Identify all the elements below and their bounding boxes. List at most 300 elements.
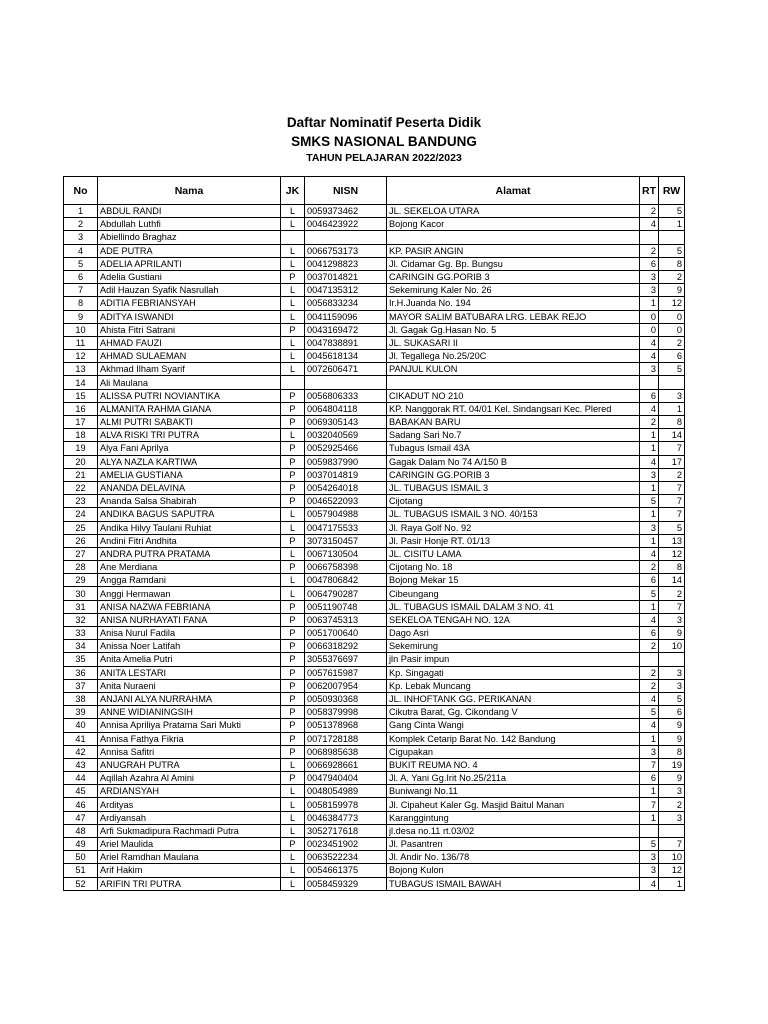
cell-rw: 9 bbox=[659, 719, 685, 732]
cell-rw: 6 bbox=[659, 706, 685, 719]
cell-rw: 9 bbox=[659, 732, 685, 745]
cell-alamat: Jl. Cidamar Gg. Bp. Bungsu bbox=[387, 257, 640, 270]
table-row bbox=[64, 534, 685, 547]
cell-alamat: Kp. Singagati bbox=[387, 666, 640, 679]
table-row bbox=[64, 508, 685, 521]
cell-nisn bbox=[305, 231, 387, 244]
cell-no: 1 bbox=[64, 205, 98, 218]
cell-rt: 3 bbox=[640, 468, 659, 481]
cell-nisn: 0057904988 bbox=[305, 508, 387, 521]
table-row bbox=[64, 323, 685, 336]
cell-rt: 4 bbox=[640, 336, 659, 349]
table-row bbox=[64, 864, 685, 877]
cell-rt: 1 bbox=[640, 429, 659, 442]
cell-no: 9 bbox=[64, 310, 98, 323]
cell-rw: 14 bbox=[659, 429, 685, 442]
cell-no: 20 bbox=[64, 455, 98, 468]
cell-nisn: 0056806333 bbox=[305, 389, 387, 402]
cell-jk: P bbox=[281, 534, 305, 547]
table-row bbox=[64, 811, 685, 824]
cell-nisn: 3073150457 bbox=[305, 534, 387, 547]
cell-nisn: 0058159978 bbox=[305, 798, 387, 811]
table-row bbox=[64, 481, 685, 494]
cell-rt bbox=[640, 824, 659, 837]
cell-alamat: KP. Nanggorak RT. 04/01 Kel. Sindangsari Kec. Plered bbox=[387, 402, 640, 415]
cell-no: 19 bbox=[64, 442, 98, 455]
cell-rt: 0 bbox=[640, 310, 659, 323]
cell-jk bbox=[281, 231, 305, 244]
cell-rw: 5 bbox=[659, 363, 685, 376]
cell-jk: L bbox=[281, 877, 305, 890]
cell-nisn: 0066928661 bbox=[305, 758, 387, 771]
cell-no: 34 bbox=[64, 640, 98, 653]
column-header-alamat: Alamat bbox=[387, 177, 640, 205]
cell-no: 24 bbox=[64, 508, 98, 521]
cell-jk: L bbox=[281, 257, 305, 270]
cell-no: 28 bbox=[64, 561, 98, 574]
cell-rt: 6 bbox=[640, 772, 659, 785]
cell-nama: Adelia Gustiani bbox=[98, 270, 281, 283]
cell-rw: 2 bbox=[659, 587, 685, 600]
cell-nama: Annisa Safitri bbox=[98, 745, 281, 758]
cell-nama: Alya Fani Aprilya bbox=[98, 442, 281, 455]
cell-nama: ALYA NAZLA KARTIWA bbox=[98, 455, 281, 468]
cell-nama: Ananda Salsa Shabirah bbox=[98, 495, 281, 508]
table-row bbox=[64, 231, 685, 244]
cell-alamat: Jl. Tegallega No.25/20C bbox=[387, 350, 640, 363]
cell-nama: ALVA RISKI TRI PUTRA bbox=[98, 429, 281, 442]
cell-no: 36 bbox=[64, 666, 98, 679]
table-row bbox=[64, 244, 685, 257]
cell-jk: L bbox=[281, 864, 305, 877]
cell-alamat: Gagak Dalam No 74 A/150 B bbox=[387, 455, 640, 468]
cell-no: 21 bbox=[64, 468, 98, 481]
cell-rt: 3 bbox=[640, 270, 659, 283]
cell-rw: 13 bbox=[659, 534, 685, 547]
cell-alamat bbox=[387, 376, 640, 389]
cell-nisn: 0072606471 bbox=[305, 363, 387, 376]
cell-nama: ANJANI ALYA NURRAHMA bbox=[98, 692, 281, 705]
cell-alamat: BABAKAN BARU bbox=[387, 416, 640, 429]
cell-alamat: Buniwangi No.11 bbox=[387, 785, 640, 798]
cell-rw: 7 bbox=[659, 481, 685, 494]
cell-no: 39 bbox=[64, 706, 98, 719]
cell-nama: Annisa Fathya Fikria bbox=[98, 732, 281, 745]
cell-nama: ADITIA FEBRIANSYAH bbox=[98, 297, 281, 310]
table-row bbox=[64, 257, 685, 270]
cell-nama: Ariel Ramdhan Maulana bbox=[98, 851, 281, 864]
cell-jk: P bbox=[281, 416, 305, 429]
cell-rw: 5 bbox=[659, 244, 685, 257]
cell-rt: 4 bbox=[640, 350, 659, 363]
column-header-rw: RW bbox=[659, 177, 685, 205]
cell-nisn: 0066753173 bbox=[305, 244, 387, 257]
cell-nisn: 0046423922 bbox=[305, 218, 387, 231]
cell-alamat: JL. TUBAGUS ISMAIL DALAM 3 NO. 41 bbox=[387, 600, 640, 613]
cell-jk: P bbox=[281, 745, 305, 758]
cell-rt: 4 bbox=[640, 455, 659, 468]
cell-rw: 2 bbox=[659, 270, 685, 283]
cell-rt: 6 bbox=[640, 574, 659, 587]
cell-alamat: JL. CISITU LAMA bbox=[387, 547, 640, 560]
table-row bbox=[64, 838, 685, 851]
cell-rt: 2 bbox=[640, 640, 659, 653]
table-row bbox=[64, 336, 685, 349]
cell-alamat: Bojong Kacor bbox=[387, 218, 640, 231]
cell-rw: 5 bbox=[659, 692, 685, 705]
cell-rw: 14 bbox=[659, 574, 685, 587]
cell-jk: L bbox=[281, 284, 305, 297]
table-row bbox=[64, 455, 685, 468]
cell-no: 46 bbox=[64, 798, 98, 811]
cell-rw: 2 bbox=[659, 336, 685, 349]
cell-no: 51 bbox=[64, 864, 98, 877]
table-row bbox=[64, 402, 685, 415]
cell-nama: Arif Hakim bbox=[98, 864, 281, 877]
cell-nisn: 0054264018 bbox=[305, 481, 387, 494]
cell-jk: P bbox=[281, 666, 305, 679]
cell-nisn: 0037014819 bbox=[305, 468, 387, 481]
cell-rw: 7 bbox=[659, 442, 685, 455]
table-row bbox=[64, 627, 685, 640]
cell-alamat: CARINGIN GG.PORIB 3 bbox=[387, 468, 640, 481]
cell-rw: 12 bbox=[659, 864, 685, 877]
cell-jk: L bbox=[281, 785, 305, 798]
cell-no: 48 bbox=[64, 824, 98, 837]
cell-alamat: Jl. Raya Golf No. 92 bbox=[387, 521, 640, 534]
cell-rw: 1 bbox=[659, 218, 685, 231]
cell-rt: 7 bbox=[640, 798, 659, 811]
cell-rt: 3 bbox=[640, 851, 659, 864]
cell-nisn: 0050930368 bbox=[305, 692, 387, 705]
cell-alamat: TUBAGUS ISMAIL BAWAH bbox=[387, 877, 640, 890]
cell-alamat: Jl. Gagak Gg.Hasan No. 5 bbox=[387, 323, 640, 336]
table-header-row bbox=[64, 177, 685, 205]
cell-nama: Adil Hauzan Syafik Nasrullah bbox=[98, 284, 281, 297]
cell-no: 45 bbox=[64, 785, 98, 798]
table-row bbox=[64, 561, 685, 574]
column-header-rt: RT bbox=[640, 177, 659, 205]
cell-nisn: 0063522234 bbox=[305, 851, 387, 864]
table-row bbox=[64, 706, 685, 719]
academic-year: TAHUN PELAJARAN 2022/2023 bbox=[306, 152, 462, 164]
student-table bbox=[63, 176, 685, 891]
cell-nisn: 0057615987 bbox=[305, 666, 387, 679]
cell-jk: P bbox=[281, 772, 305, 785]
cell-alamat: Jl. A. Yani Gg.Irit No.25/211a bbox=[387, 772, 640, 785]
cell-rt: 1 bbox=[640, 442, 659, 455]
table-row bbox=[64, 600, 685, 613]
table-row bbox=[64, 442, 685, 455]
cell-nisn: 0054661375 bbox=[305, 864, 387, 877]
cell-jk: P bbox=[281, 732, 305, 745]
table-row bbox=[64, 574, 685, 587]
cell-nisn: 0048054989 bbox=[305, 785, 387, 798]
cell-jk: L bbox=[281, 350, 305, 363]
table-row bbox=[64, 205, 685, 218]
cell-rw: 2 bbox=[659, 468, 685, 481]
cell-alamat: Sekemirung bbox=[387, 640, 640, 653]
cell-nisn bbox=[305, 376, 387, 389]
cell-nisn: 0068985638 bbox=[305, 745, 387, 758]
cell-rt: 6 bbox=[640, 389, 659, 402]
cell-nama: Ahista Fitri Satrani bbox=[98, 323, 281, 336]
document-header bbox=[0, 113, 768, 166]
cell-jk: P bbox=[281, 468, 305, 481]
cell-rt bbox=[640, 231, 659, 244]
cell-jk: L bbox=[281, 574, 305, 587]
cell-rt: 2 bbox=[640, 416, 659, 429]
cell-no: 25 bbox=[64, 521, 98, 534]
table-body bbox=[64, 205, 685, 891]
cell-rw: 19 bbox=[659, 758, 685, 771]
cell-alamat: JL. TUBAGUS ISMAIL 3 NO. 40/153 bbox=[387, 508, 640, 521]
cell-rt: 2 bbox=[640, 205, 659, 218]
cell-nama: Anissa Noer Latifah bbox=[98, 640, 281, 653]
cell-jk: P bbox=[281, 481, 305, 494]
cell-rt: 5 bbox=[640, 587, 659, 600]
cell-nisn: 3052717618 bbox=[305, 824, 387, 837]
cell-no: 7 bbox=[64, 284, 98, 297]
cell-nama: Anggi Hermawan bbox=[98, 587, 281, 600]
cell-rt: 1 bbox=[640, 297, 659, 310]
cell-alamat: Cijotang bbox=[387, 495, 640, 508]
cell-no: 16 bbox=[64, 402, 98, 415]
cell-no: 15 bbox=[64, 389, 98, 402]
cell-nisn: 0069305143 bbox=[305, 416, 387, 429]
cell-alamat: MAYOR SALIM BATUBARA LRG. LEBAK REJO bbox=[387, 310, 640, 323]
cell-rw: 8 bbox=[659, 416, 685, 429]
cell-no: 23 bbox=[64, 495, 98, 508]
table-row bbox=[64, 297, 685, 310]
cell-jk: L bbox=[281, 205, 305, 218]
cell-alamat: jl.desa no.11 rt.03/02 bbox=[387, 824, 640, 837]
cell-nama: ARIFIN TRI PUTRA bbox=[98, 877, 281, 890]
cell-rt: 1 bbox=[640, 508, 659, 521]
cell-nama: Anita Amelia Putri bbox=[98, 653, 281, 666]
school-name: SMKS NASIONAL BANDUNG bbox=[291, 134, 477, 149]
cell-nama: ADE PUTRA bbox=[98, 244, 281, 257]
cell-no: 22 bbox=[64, 481, 98, 494]
cell-no: 5 bbox=[64, 257, 98, 270]
cell-alamat: Cijotang No. 18 bbox=[387, 561, 640, 574]
cell-jk: L bbox=[281, 363, 305, 376]
table-row bbox=[64, 389, 685, 402]
cell-nama: Akhmad Ilham Syarif bbox=[98, 363, 281, 376]
cell-nisn: 0056833234 bbox=[305, 297, 387, 310]
cell-alamat: Cibeungang bbox=[387, 587, 640, 600]
cell-nama: Anisa Nurul Fadila bbox=[98, 627, 281, 640]
cell-alamat: JL. SEKELOA UTARA bbox=[387, 205, 640, 218]
cell-rw: 1 bbox=[659, 877, 685, 890]
cell-no: 6 bbox=[64, 270, 98, 283]
cell-nisn: 0041298823 bbox=[305, 257, 387, 270]
cell-jk: P bbox=[281, 270, 305, 283]
cell-no: 29 bbox=[64, 574, 98, 587]
cell-nisn: 0047940404 bbox=[305, 772, 387, 785]
cell-nisn: 0062007954 bbox=[305, 679, 387, 692]
table-row bbox=[64, 376, 685, 389]
cell-rt: 6 bbox=[640, 257, 659, 270]
cell-nama: ANUGRAH PUTRA bbox=[98, 758, 281, 771]
cell-rt: 3 bbox=[640, 363, 659, 376]
cell-alamat: SEKELOA TENGAH NO. 12A bbox=[387, 613, 640, 626]
cell-no: 27 bbox=[64, 547, 98, 560]
cell-rt: 4 bbox=[640, 719, 659, 732]
cell-nama: AHMAD FAUZI bbox=[98, 336, 281, 349]
cell-rw: 9 bbox=[659, 772, 685, 785]
table-row bbox=[64, 758, 685, 771]
table-row bbox=[64, 772, 685, 785]
cell-jk: L bbox=[281, 547, 305, 560]
cell-nisn: 0058379998 bbox=[305, 706, 387, 719]
cell-nama: AMELIA GUSTIANA bbox=[98, 468, 281, 481]
cell-nama: ANANDA DELAVINA bbox=[98, 481, 281, 494]
cell-no: 33 bbox=[64, 627, 98, 640]
cell-nama: Anita Nuraeni bbox=[98, 679, 281, 692]
cell-no: 10 bbox=[64, 323, 98, 336]
cell-rt: 1 bbox=[640, 811, 659, 824]
cell-nisn: 0067130504 bbox=[305, 547, 387, 560]
cell-no: 37 bbox=[64, 679, 98, 692]
table-row bbox=[64, 640, 685, 653]
cell-rw: 1 bbox=[659, 402, 685, 415]
cell-jk: L bbox=[281, 218, 305, 231]
cell-alamat: Sekemirung Kaler No. 26 bbox=[387, 284, 640, 297]
cell-jk: L bbox=[281, 824, 305, 837]
cell-no: 4 bbox=[64, 244, 98, 257]
cell-alamat: Jl. Andir No. 136/78 bbox=[387, 851, 640, 864]
cell-alamat: JL. INHOFTANK GG. PERIKANAN bbox=[387, 692, 640, 705]
cell-rt: 2 bbox=[640, 666, 659, 679]
cell-rt bbox=[640, 376, 659, 389]
cell-rt: 3 bbox=[640, 864, 659, 877]
cell-alamat: Tubagus Ismail 43A bbox=[387, 442, 640, 455]
cell-alamat: CIKADUT NO 210 bbox=[387, 389, 640, 402]
cell-rt: 4 bbox=[640, 877, 659, 890]
cell-nisn: 0023451902 bbox=[305, 838, 387, 851]
cell-jk: P bbox=[281, 640, 305, 653]
cell-jk: P bbox=[281, 627, 305, 640]
cell-jk: P bbox=[281, 323, 305, 336]
cell-rw: 3 bbox=[659, 811, 685, 824]
cell-nama: ANISA NAZWA FEBRIANA bbox=[98, 600, 281, 613]
cell-jk: L bbox=[281, 310, 305, 323]
cell-rt: 4 bbox=[640, 218, 659, 231]
cell-nisn: 0066318292 bbox=[305, 640, 387, 653]
cell-no: 13 bbox=[64, 363, 98, 376]
cell-nama: Annisa Apriliya Pratama Sari Mukti bbox=[98, 719, 281, 732]
cell-alamat: CARINGIN GG.PORIB 3 bbox=[387, 270, 640, 283]
cell-jk: L bbox=[281, 429, 305, 442]
cell-rt bbox=[640, 653, 659, 666]
cell-rt: 1 bbox=[640, 785, 659, 798]
cell-rt: 4 bbox=[640, 402, 659, 415]
cell-nama: ANISA NURHAYATI FANA bbox=[98, 613, 281, 626]
cell-alamat bbox=[387, 231, 640, 244]
cell-rt: 4 bbox=[640, 692, 659, 705]
cell-rw bbox=[659, 824, 685, 837]
cell-rw bbox=[659, 376, 685, 389]
cell-rw: 5 bbox=[659, 205, 685, 218]
cell-rt: 4 bbox=[640, 613, 659, 626]
cell-jk: P bbox=[281, 495, 305, 508]
cell-no: 17 bbox=[64, 416, 98, 429]
cell-nisn: 0063745313 bbox=[305, 613, 387, 626]
cell-jk: P bbox=[281, 600, 305, 613]
table-row bbox=[64, 310, 685, 323]
table-row bbox=[64, 653, 685, 666]
cell-no: 35 bbox=[64, 653, 98, 666]
cell-nisn: 0046522093 bbox=[305, 495, 387, 508]
cell-alamat: Komplek Cetarip Barat No. 142 Bandung bbox=[387, 732, 640, 745]
cell-no: 38 bbox=[64, 692, 98, 705]
cell-no: 3 bbox=[64, 231, 98, 244]
cell-jk: L bbox=[281, 587, 305, 600]
cell-nisn: 0043169472 bbox=[305, 323, 387, 336]
cell-rt: 1 bbox=[640, 600, 659, 613]
table-row bbox=[64, 350, 685, 363]
cell-no: 14 bbox=[64, 376, 98, 389]
cell-rw: 5 bbox=[659, 521, 685, 534]
cell-nisn: 0051378968 bbox=[305, 719, 387, 732]
cell-rw: 3 bbox=[659, 389, 685, 402]
table-row bbox=[64, 785, 685, 798]
cell-jk: L bbox=[281, 521, 305, 534]
cell-jk: P bbox=[281, 706, 305, 719]
cell-no: 32 bbox=[64, 613, 98, 626]
cell-nama: Arfi Sukmadipura Rachmadi Putra bbox=[98, 824, 281, 837]
cell-no: 47 bbox=[64, 811, 98, 824]
column-header-nama: Nama bbox=[98, 177, 281, 205]
table-row bbox=[64, 416, 685, 429]
cell-no: 12 bbox=[64, 350, 98, 363]
cell-jk bbox=[281, 376, 305, 389]
table-row bbox=[64, 284, 685, 297]
table-row bbox=[64, 363, 685, 376]
cell-nisn: 0037014821 bbox=[305, 270, 387, 283]
cell-no: 41 bbox=[64, 732, 98, 745]
cell-nisn: 0045618134 bbox=[305, 350, 387, 363]
cell-jk: P bbox=[281, 692, 305, 705]
cell-nama: ALISSA PUTRI NOVIANTIKA bbox=[98, 389, 281, 402]
table-row bbox=[64, 587, 685, 600]
cell-jk: P bbox=[281, 679, 305, 692]
table-row bbox=[64, 745, 685, 758]
cell-jk: L bbox=[281, 508, 305, 521]
cell-jk: L bbox=[281, 758, 305, 771]
cell-nama: Ardiyansah bbox=[98, 811, 281, 824]
cell-no: 8 bbox=[64, 297, 98, 310]
cell-nama: Angga Ramdani bbox=[98, 574, 281, 587]
cell-jk: P bbox=[281, 389, 305, 402]
cell-alamat: KP. PASIR ANGIN bbox=[387, 244, 640, 257]
cell-nama: ARDIANSYAH bbox=[98, 785, 281, 798]
cell-rt: 1 bbox=[640, 534, 659, 547]
cell-rw: 8 bbox=[659, 745, 685, 758]
table-row bbox=[64, 877, 685, 890]
cell-nama: Ane Merdiana bbox=[98, 561, 281, 574]
cell-rt: 3 bbox=[640, 521, 659, 534]
cell-no: 42 bbox=[64, 745, 98, 758]
cell-rt: 3 bbox=[640, 284, 659, 297]
cell-jk: L bbox=[281, 811, 305, 824]
table-row bbox=[64, 679, 685, 692]
table-row bbox=[64, 666, 685, 679]
cell-nisn: 0046384773 bbox=[305, 811, 387, 824]
cell-rw: 7 bbox=[659, 838, 685, 851]
cell-jk: P bbox=[281, 402, 305, 415]
